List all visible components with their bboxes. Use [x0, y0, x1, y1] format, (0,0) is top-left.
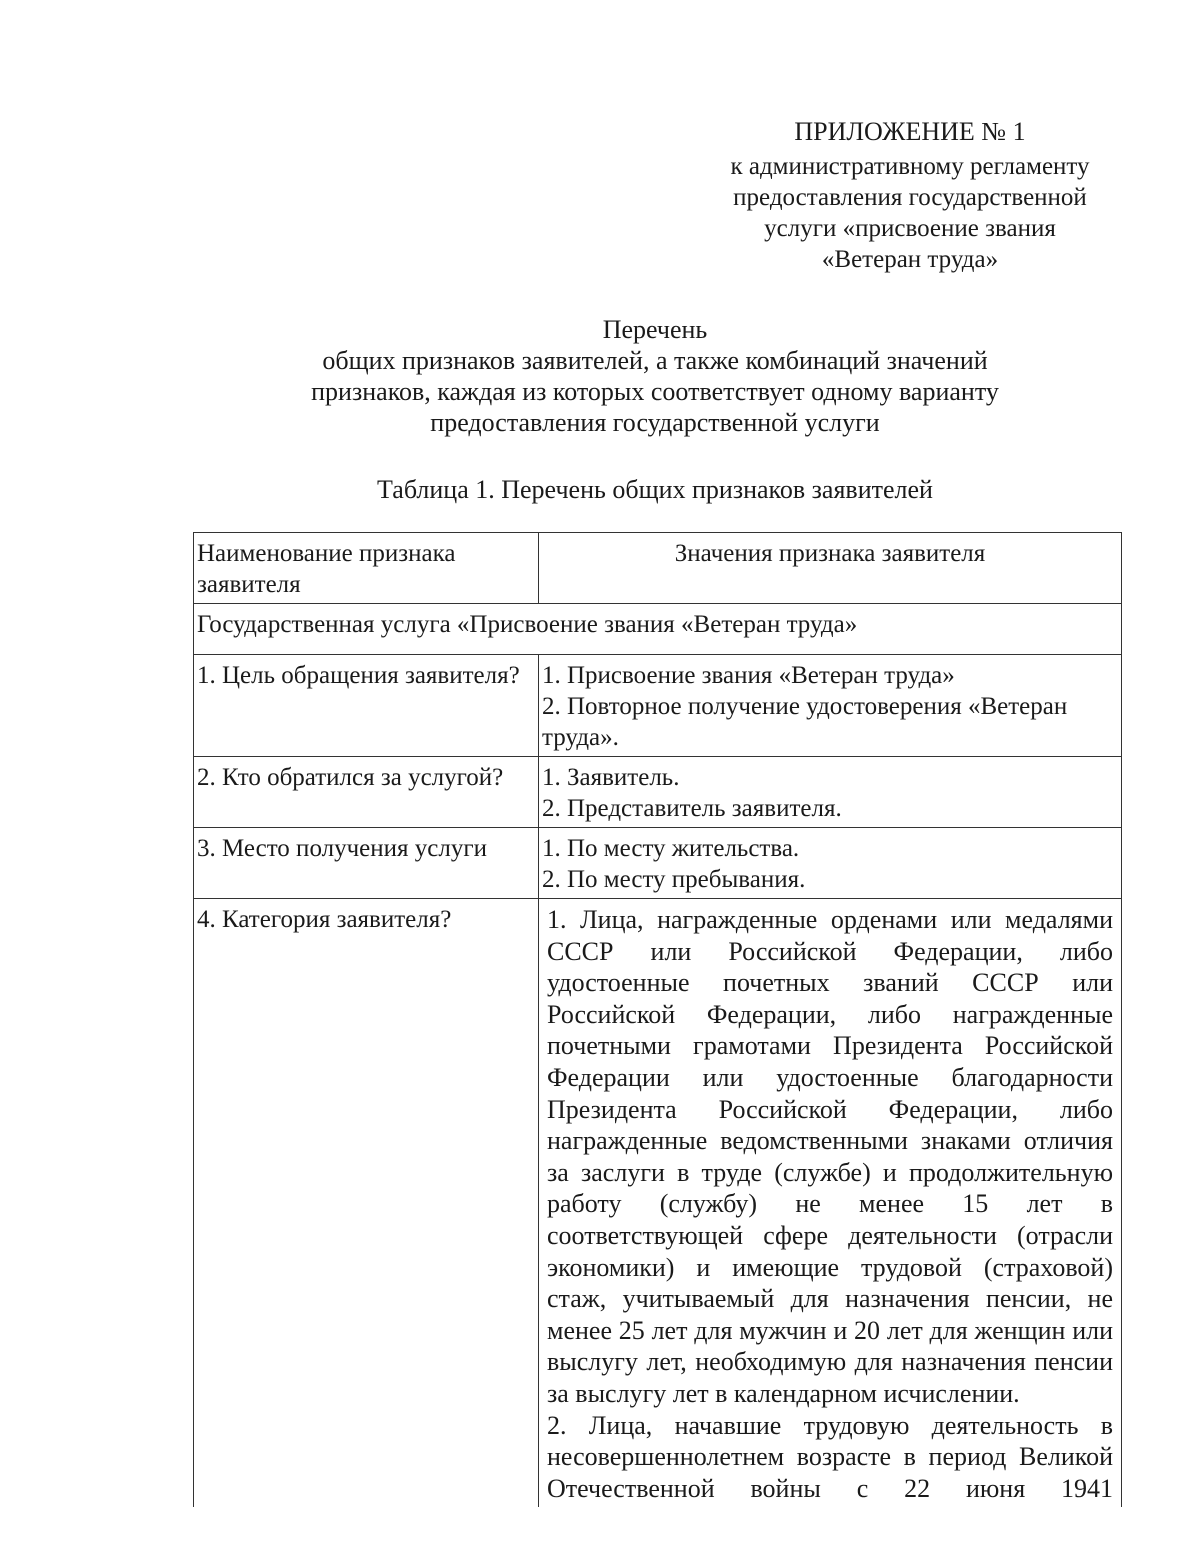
applicant-attributes-table: [193, 532, 1122, 1507]
service-row: [194, 604, 1122, 655]
annex-line: услуги «присвоение звания: [764, 215, 1056, 242]
annex-title: ПРИЛОЖЕНИЕ № 1: [794, 117, 1026, 146]
annex-line: предоставления государственной: [733, 184, 1087, 211]
attribute-values-cell: [539, 757, 1122, 828]
table-caption: Таблица 1. Перечень общих признаков заявителей: [377, 475, 933, 504]
heading-line: Перечень: [602, 315, 708, 344]
heading-line: признаков, каждая из которых соответствует одному варианту: [311, 377, 999, 406]
attribute-value: 2. Представитель заявителя.: [542, 795, 842, 822]
attribute-name-cell: 2. Кто обратился за услугой?: [194, 757, 539, 828]
annex-line: «Ветеран труда»: [821, 246, 999, 273]
attribute-value: 1. По месту жительства.: [542, 835, 800, 862]
heading-line: предоставления государственной услуги: [430, 408, 880, 437]
table-header-row: [194, 533, 1122, 604]
table-row: [194, 757, 1122, 828]
heading-line: общих признаков заявителей, а также комбинаций значений: [322, 346, 988, 375]
table-row: [194, 655, 1122, 757]
attribute-value: 1. Лица, награжденные орденами или медалями СССР или Российской Федерации, либо удостоенные почетных званий СССР или Российской Федерации, либо награжденные почетными грамотами Президента Российской Федерации или удостоенные благодарности Президента Российской Федерации, либо награжденные ведомственными знаками отличия за заслуги в труде (службе) и продолжительную работу (службу) не менее 15 лет в соответствующей сфере деятельности (отрасли экономики) и имеющие трудовой (страховой) стаж, учитываемый для назначения пенсии, не менее 25 лет для мужчин и 20 лет для женщин или выслугу лет, необходимую для назначения пенсии за выслугу лет в календарном исчислении.: [547, 905, 1113, 1408]
table-row: [194, 828, 1122, 899]
attribute-value: 2. Лица, начавшие трудовую деятельность в несовершеннолетнем возрасте в период Великой Отечественной войны с 22 июня 1941: [547, 1410, 1113, 1503]
attribute-values-cell: [539, 899, 1122, 1508]
annex-block: [690, 116, 1130, 275]
attribute-name-cell: 4. Категория заявителя?: [194, 899, 539, 1508]
service-name-cell: Государственная услуга «Присвоение звания «Ветеран труда»: [194, 604, 1122, 655]
header-attribute-name: Наименование признака заявителя: [194, 533, 539, 604]
attribute-name-cell: 1. Цель обращения заявителя?: [194, 655, 539, 757]
attribute-value: 1. Присвоение звания «Ветеран труда»: [542, 662, 955, 689]
document-heading: [230, 314, 1080, 438]
attribute-value: 1. Заявитель.: [542, 764, 680, 791]
annex-line: к административному регламенту: [730, 153, 1090, 180]
header-attribute-values: Значения признака заявителя: [539, 533, 1122, 604]
attribute-value: 2. Повторное получение удостоверения «Ветеран труда».: [542, 693, 1068, 751]
table-row: [194, 899, 1122, 1508]
attribute-name-cell: 3. Место получения услуги: [194, 828, 539, 899]
attribute-value: 2. По месту пребывания.: [542, 866, 806, 893]
attribute-values-cell: [539, 655, 1122, 757]
attribute-values-cell: [539, 828, 1122, 899]
